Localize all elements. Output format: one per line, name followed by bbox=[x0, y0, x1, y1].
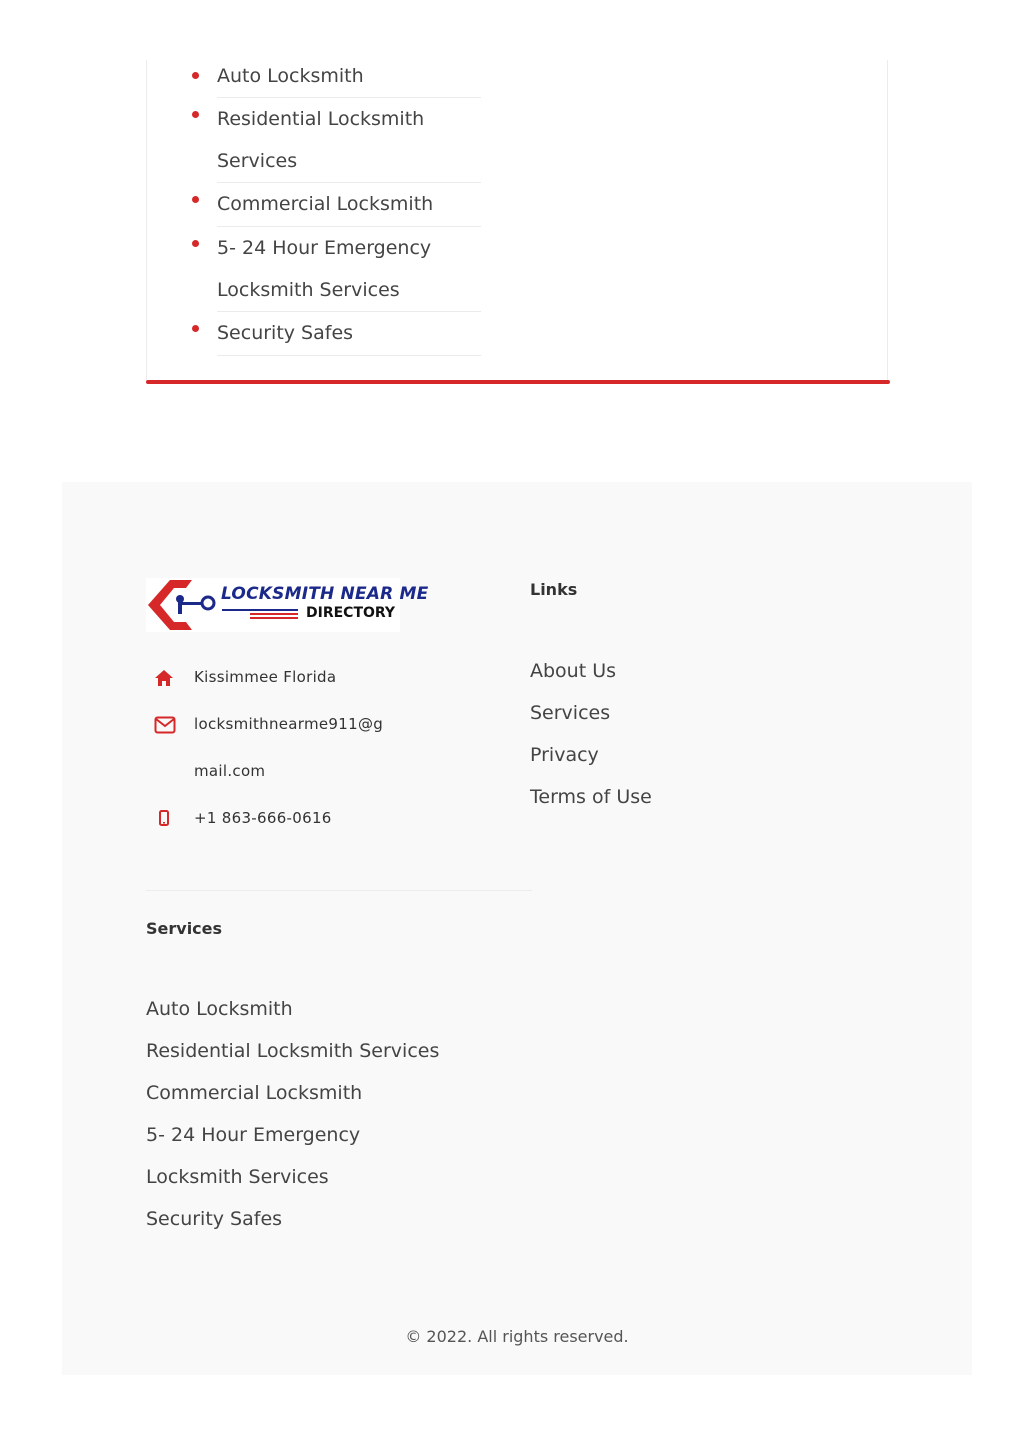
services-card bbox=[146, 60, 888, 380]
site-footer bbox=[62, 482, 972, 1375]
home-icon bbox=[154, 668, 174, 688]
services-list-item-label: Security Safes bbox=[217, 322, 354, 344]
footer-link-about-us[interactable]: About Us bbox=[530, 660, 617, 682]
site-logo[interactable] bbox=[146, 578, 429, 632]
services-list-item[interactable] bbox=[217, 98, 481, 183]
bullet-icon bbox=[192, 72, 199, 79]
bullet-icon bbox=[192, 111, 199, 118]
services-list bbox=[217, 60, 481, 356]
services-list-item[interactable] bbox=[217, 60, 481, 98]
services-heading: Services bbox=[146, 919, 223, 938]
contact-phone-link[interactable]: +1 863-666-0616 bbox=[194, 809, 332, 827]
links-heading: Links bbox=[530, 580, 578, 599]
services-list-item[interactable] bbox=[217, 183, 481, 227]
contact-address bbox=[146, 654, 506, 701]
footer-divider bbox=[146, 890, 532, 891]
services-list-item[interactable] bbox=[217, 227, 481, 312]
logo-text-primary: LOCKSMITH NEAR ME bbox=[221, 584, 429, 604]
footer-link-privacy[interactable]: Privacy bbox=[530, 744, 599, 766]
services-list-item-label: Commercial Locksmith bbox=[217, 193, 434, 215]
contact-email-link[interactable]: locksmithnearme911@gmail.com bbox=[194, 715, 384, 780]
footer-link-services[interactable]: Services bbox=[530, 702, 611, 724]
logo-key-icon bbox=[146, 578, 218, 632]
contact-address-text: Kissimmee Florida bbox=[194, 668, 337, 686]
bullet-icon bbox=[192, 240, 199, 247]
footer-service-link[interactable]: 5- 24 Hour Emergency Locksmith Services bbox=[146, 1124, 361, 1188]
contact-email[interactable] bbox=[146, 701, 506, 795]
mobile-phone-icon bbox=[154, 809, 174, 829]
services-list-item-label: 5- 24 Hour Emergency Locksmith Services bbox=[217, 237, 432, 301]
footer-service-link[interactable]: Commercial Locksmith bbox=[146, 1082, 363, 1104]
footer-service-link[interactable]: Security Safes bbox=[146, 1208, 283, 1230]
footer-links-list bbox=[530, 650, 652, 818]
envelope-icon bbox=[154, 716, 176, 734]
footer-service-link[interactable]: Residential Locksmith Services bbox=[146, 1040, 440, 1062]
services-list-item-label: Residential Locksmith Services bbox=[217, 108, 425, 172]
footer-services-list bbox=[146, 988, 466, 1240]
copyright-text: © 2022. All rights reserved. bbox=[405, 1327, 629, 1346]
footer-service-link[interactable]: Auto Locksmith bbox=[146, 998, 293, 1020]
logo-stripes-icon bbox=[222, 607, 302, 621]
contact-phone[interactable] bbox=[146, 795, 506, 842]
bullet-icon bbox=[192, 325, 199, 332]
services-list-item-label: Auto Locksmith bbox=[217, 65, 364, 87]
footer-link-terms-of-use[interactable]: Terms of Use bbox=[530, 786, 652, 808]
services-list-item[interactable] bbox=[217, 312, 481, 356]
logo-text-secondary: DIRECTORY bbox=[306, 605, 396, 621]
card-bottom-accent-bar bbox=[146, 380, 890, 384]
bullet-icon bbox=[192, 196, 199, 203]
